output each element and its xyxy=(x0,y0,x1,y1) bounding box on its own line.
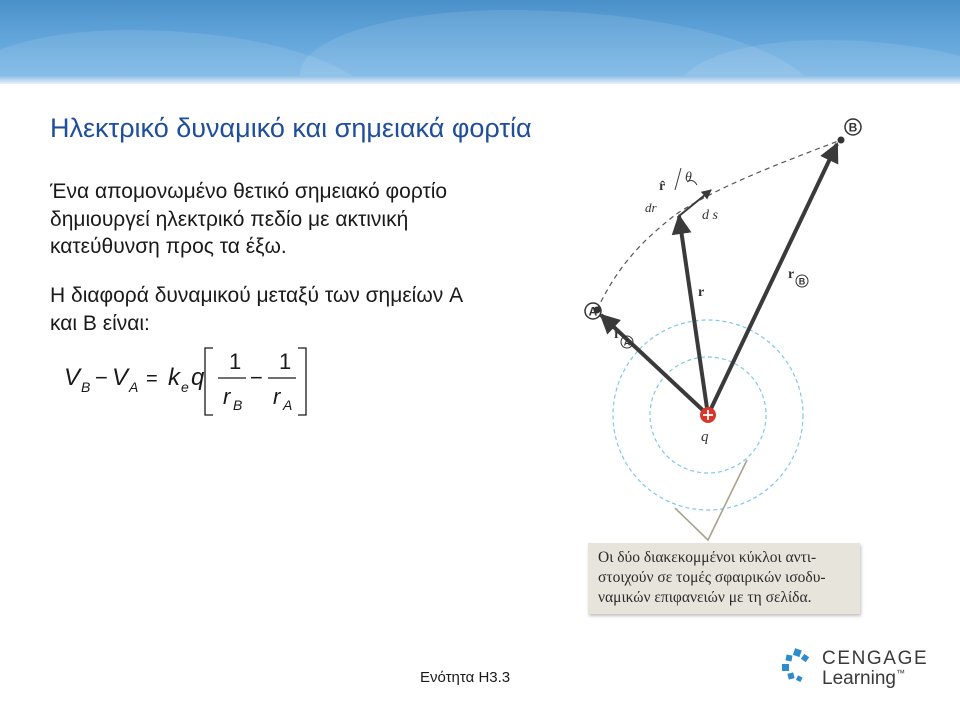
eq-num2: 1 xyxy=(279,349,292,374)
eq-k-sub: e xyxy=(181,379,189,395)
ra-label: r xyxy=(614,327,621,342)
logo-wordmark-top: CENGAGE xyxy=(822,648,929,669)
eq-equals: = xyxy=(146,368,158,390)
point-b-dot xyxy=(838,137,845,144)
rb-sub: B xyxy=(798,276,806,287)
cengage-logo xyxy=(780,644,930,690)
paragraph-potential-difference: Η διαφορά δυναμικού μεταξύ των σημείων A και B είναι: xyxy=(50,284,462,335)
label-a: A xyxy=(588,304,598,319)
eq-den1: r xyxy=(223,384,231,409)
eq-va: V xyxy=(112,364,129,391)
theta-label: θ xyxy=(685,170,692,185)
eq-den1-sub: B xyxy=(233,397,243,413)
slide-title: Ηλεκτρικό δυναμικό και σημειακά φορτία xyxy=(50,113,532,143)
eq-den2: r xyxy=(273,384,281,409)
eq-num1: 1 xyxy=(229,349,242,374)
logo-wordmark-bottom xyxy=(822,668,905,690)
diagram-caption: Οι δύο διακεκομμένοι κύκλοι αντι-στοιχούν σε τομές σφαιρικών ισοδυ-ναμικών επιφανειών με τη σελίδα. xyxy=(588,543,860,614)
header-stripe xyxy=(0,76,960,84)
r-hat-line xyxy=(675,168,681,190)
charge-label: q xyxy=(701,429,709,445)
r-label: r xyxy=(698,285,705,300)
caption-leader-line xyxy=(675,460,747,540)
logo-wordmark-learning: Learning xyxy=(822,668,896,689)
ds-label: d s xyxy=(702,208,718,223)
eq-q: q xyxy=(191,364,205,391)
paragraph-field-description: Ένα απομονωμένο θετικό σημειακό φορτίο δημιουργεί ηλεκτρικό πεδίο με ακτινική κατεύθυνση προς τα έξω. xyxy=(50,180,448,258)
eq-minus: − xyxy=(95,365,108,390)
section-footer: Ενότητα Η3.3 xyxy=(420,669,511,686)
vector-r xyxy=(679,216,708,415)
header-banner xyxy=(0,0,960,76)
eq-left-bracket xyxy=(205,348,213,415)
vector-rb xyxy=(708,144,837,415)
rb-label: r xyxy=(788,267,795,282)
r-hat-label: r̂ xyxy=(659,179,666,194)
eq-vb: V xyxy=(64,364,81,391)
eq-k: k xyxy=(168,364,180,391)
eq-va-sub: A xyxy=(129,379,139,395)
label-b: B xyxy=(848,120,858,135)
dr-label: dr xyxy=(645,200,657,215)
logo-trademark: ™ xyxy=(895,668,905,678)
eq-den2-sub: A xyxy=(283,397,293,413)
eq-minus-2: − xyxy=(250,365,263,390)
eq-right-bracket xyxy=(298,348,306,415)
eq-vb-sub: B xyxy=(81,379,91,395)
cengage-logo-icon xyxy=(780,647,818,685)
potential-difference-equation xyxy=(60,340,330,425)
ra-sub: A xyxy=(623,337,631,348)
